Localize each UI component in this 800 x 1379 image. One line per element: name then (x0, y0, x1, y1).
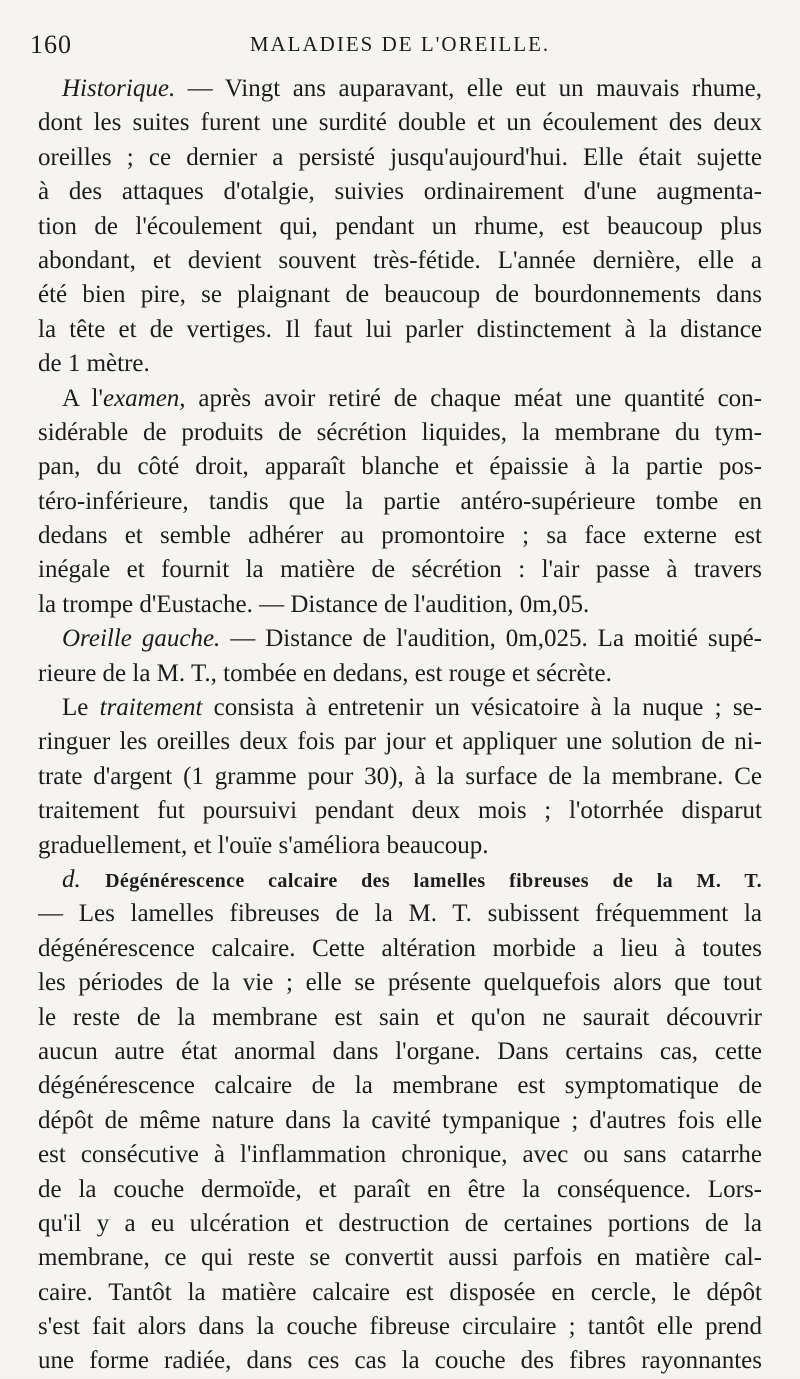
text-segment: membrane, ce qui reste se convertit aussi parfois en matière cal- (38, 1244, 762, 1272)
text-line (38, 1035, 762, 1069)
text-line (38, 485, 762, 519)
text-segment: oreilles ; ce dernier a persisté jusqu'aujourd'hui. Elle était sujette (38, 143, 762, 171)
text-segment: ringuer les oreilles deux fois par jour et appliquer une solution de ni- (38, 728, 762, 756)
text-segment: abondant, et devient souvent très-fétide. L'année dernière, elle a (38, 246, 762, 274)
text-line (38, 691, 762, 725)
text-line (38, 72, 762, 106)
text-segment: de la couche dermoïde, et paraît en être la conséquence. Lors- (38, 1175, 762, 1203)
text-line (38, 760, 762, 794)
italic-text: Oreille gauche. (62, 625, 221, 653)
text-line (38, 313, 762, 347)
text-segment: de 1 mètre. (38, 350, 150, 378)
text-line (38, 553, 762, 587)
text-segment: — Les lamelles fibreuses de la M. T. subissent fréquemment la (38, 900, 762, 928)
text-line (38, 1001, 762, 1035)
text-segment: inégale et fournit la matière de sécrétion : l'air passe à travers (38, 556, 762, 584)
text-segment: traitement fut poursuivi pendant deux mois ; l'otorrhée disparut (38, 797, 762, 825)
running-head: MALADIES DE L'OREILLE. (249, 32, 551, 56)
text-line (38, 519, 762, 553)
text-segment: les périodes de la vie ; elle se présente quelquefois alors que tout (38, 969, 762, 997)
text-segment: — Distance de l'audition, 0m,025. La moitié supé- (220, 625, 762, 653)
text-segment: téro-inférieure, tandis que la partie antéro-supérieure tombe en (38, 487, 762, 515)
text-segment: tion de l'écoulement qui, pendant un rhume, est beaucoup plus (38, 212, 762, 240)
text-segment: une forme radiée, dans ces cas la couche des fibres rayonnantes (38, 1347, 762, 1375)
text-line (38, 347, 762, 381)
text-line (38, 278, 762, 312)
text-segment: rieure de la M. T., tombée en dedans, est rouge et sécrète. (38, 659, 612, 687)
text-line (38, 1207, 762, 1241)
section-heading: Dégénérescence calcaire des lamelles fibreuses de la M. T. (105, 869, 762, 892)
italic-text: d. (62, 865, 81, 893)
text-line (38, 657, 762, 691)
text-segment: dégénérescence calcaire de la membrane est symptomatique de (38, 1072, 762, 1100)
text-segment: été bien pire, se plaignant de beaucoup de bourdonnements dans (38, 281, 762, 309)
text-line (38, 244, 762, 278)
text-line (38, 382, 762, 416)
text-segment: caire. Tantôt la matière calcaire est disposée en cercle, le dépôt (38, 1278, 762, 1306)
italic-text: Historique. (62, 75, 176, 102)
text-line (38, 1173, 762, 1207)
text-line (38, 1104, 762, 1138)
text-line (38, 622, 762, 656)
text-line (38, 932, 762, 966)
italic-text: traitement (99, 694, 203, 722)
text-line (38, 863, 762, 897)
text-segment: est consécutive à l'inflammation chronique, avec ou sans catarrhe (38, 1141, 762, 1169)
text-segment: le reste de la membrane est sain et qu'on ne saurait découvrir (38, 1003, 762, 1031)
text-line (38, 175, 762, 209)
italic-text: examen, (102, 384, 186, 412)
text-segment: Le (62, 694, 100, 722)
text-segment: après avoir retiré de chaque méat une quantité con- (185, 384, 762, 412)
text-segment: dont les suites furent une surdité double et un écoulement des deux (38, 109, 762, 137)
text-segment: dégénérescence calcaire. Cette altération morbide a lieu à toutes (38, 934, 762, 962)
text-line (38, 416, 762, 450)
text-segment: la tête et de vertiges. Il faut lui parler distinctement à la distance (38, 315, 762, 343)
text-line (38, 1276, 762, 1310)
text-line (38, 106, 762, 140)
text-segment: A l' (62, 384, 103, 412)
text-segment: sidérable de produits de sécrétion liquides, la membrane du tym- (38, 418, 762, 446)
text-line (38, 829, 762, 863)
text-segment: dépôt de même nature dans la cavité tympanique ; d'autres fois elle (38, 1106, 762, 1134)
text-line (38, 588, 762, 622)
text-segment: qu'il y a eu ulcération et destruction de certaines portions de la (38, 1209, 762, 1237)
text-line (38, 1138, 762, 1172)
text-line (38, 1069, 762, 1103)
text-segment: — Vingt ans auparavant, elle eut un mauvais rhume, (175, 75, 762, 102)
text-line (38, 1241, 762, 1275)
text-segment (81, 866, 105, 893)
text-line (38, 1344, 762, 1378)
text-line (38, 210, 762, 244)
page-header (30, 30, 770, 62)
text-segment: trate d'argent (1 gramme pour 30), à la surface de la membrane. Ce (38, 762, 762, 790)
text-line (38, 450, 762, 484)
text-segment: consista à entretenir un vésicatoire à la nuque ; se- (202, 694, 762, 722)
body-text (38, 72, 762, 1379)
text-segment: pan, du côté droit, apparaît blanche et épaissie à la partie pos- (38, 453, 762, 481)
text-line (38, 1310, 762, 1344)
text-segment: la trompe d'Eustache. — Distance de l'audition, 0m,05. (38, 590, 590, 618)
text-line (38, 725, 762, 759)
text-segment: aucun autre état anormal dans l'organe. Dans certains cas, cette (38, 1037, 762, 1065)
page-number: 160 (30, 30, 72, 59)
text-line (38, 141, 762, 175)
text-segment: à des attaques d'otalgie, suivies ordinairement d'une augmenta- (38, 178, 762, 206)
text-line (38, 794, 762, 828)
text-line (38, 966, 762, 1000)
text-segment: dedans et semble adhérer au promontoire ; sa face externe est (38, 522, 762, 550)
text-segment: s'est fait alors dans la couche fibreuse circulaire ; tantôt elle prend (38, 1313, 762, 1341)
text-segment: graduellement, et l'ouïe s'améliora beaucoup. (38, 831, 489, 859)
text-line (38, 897, 762, 931)
